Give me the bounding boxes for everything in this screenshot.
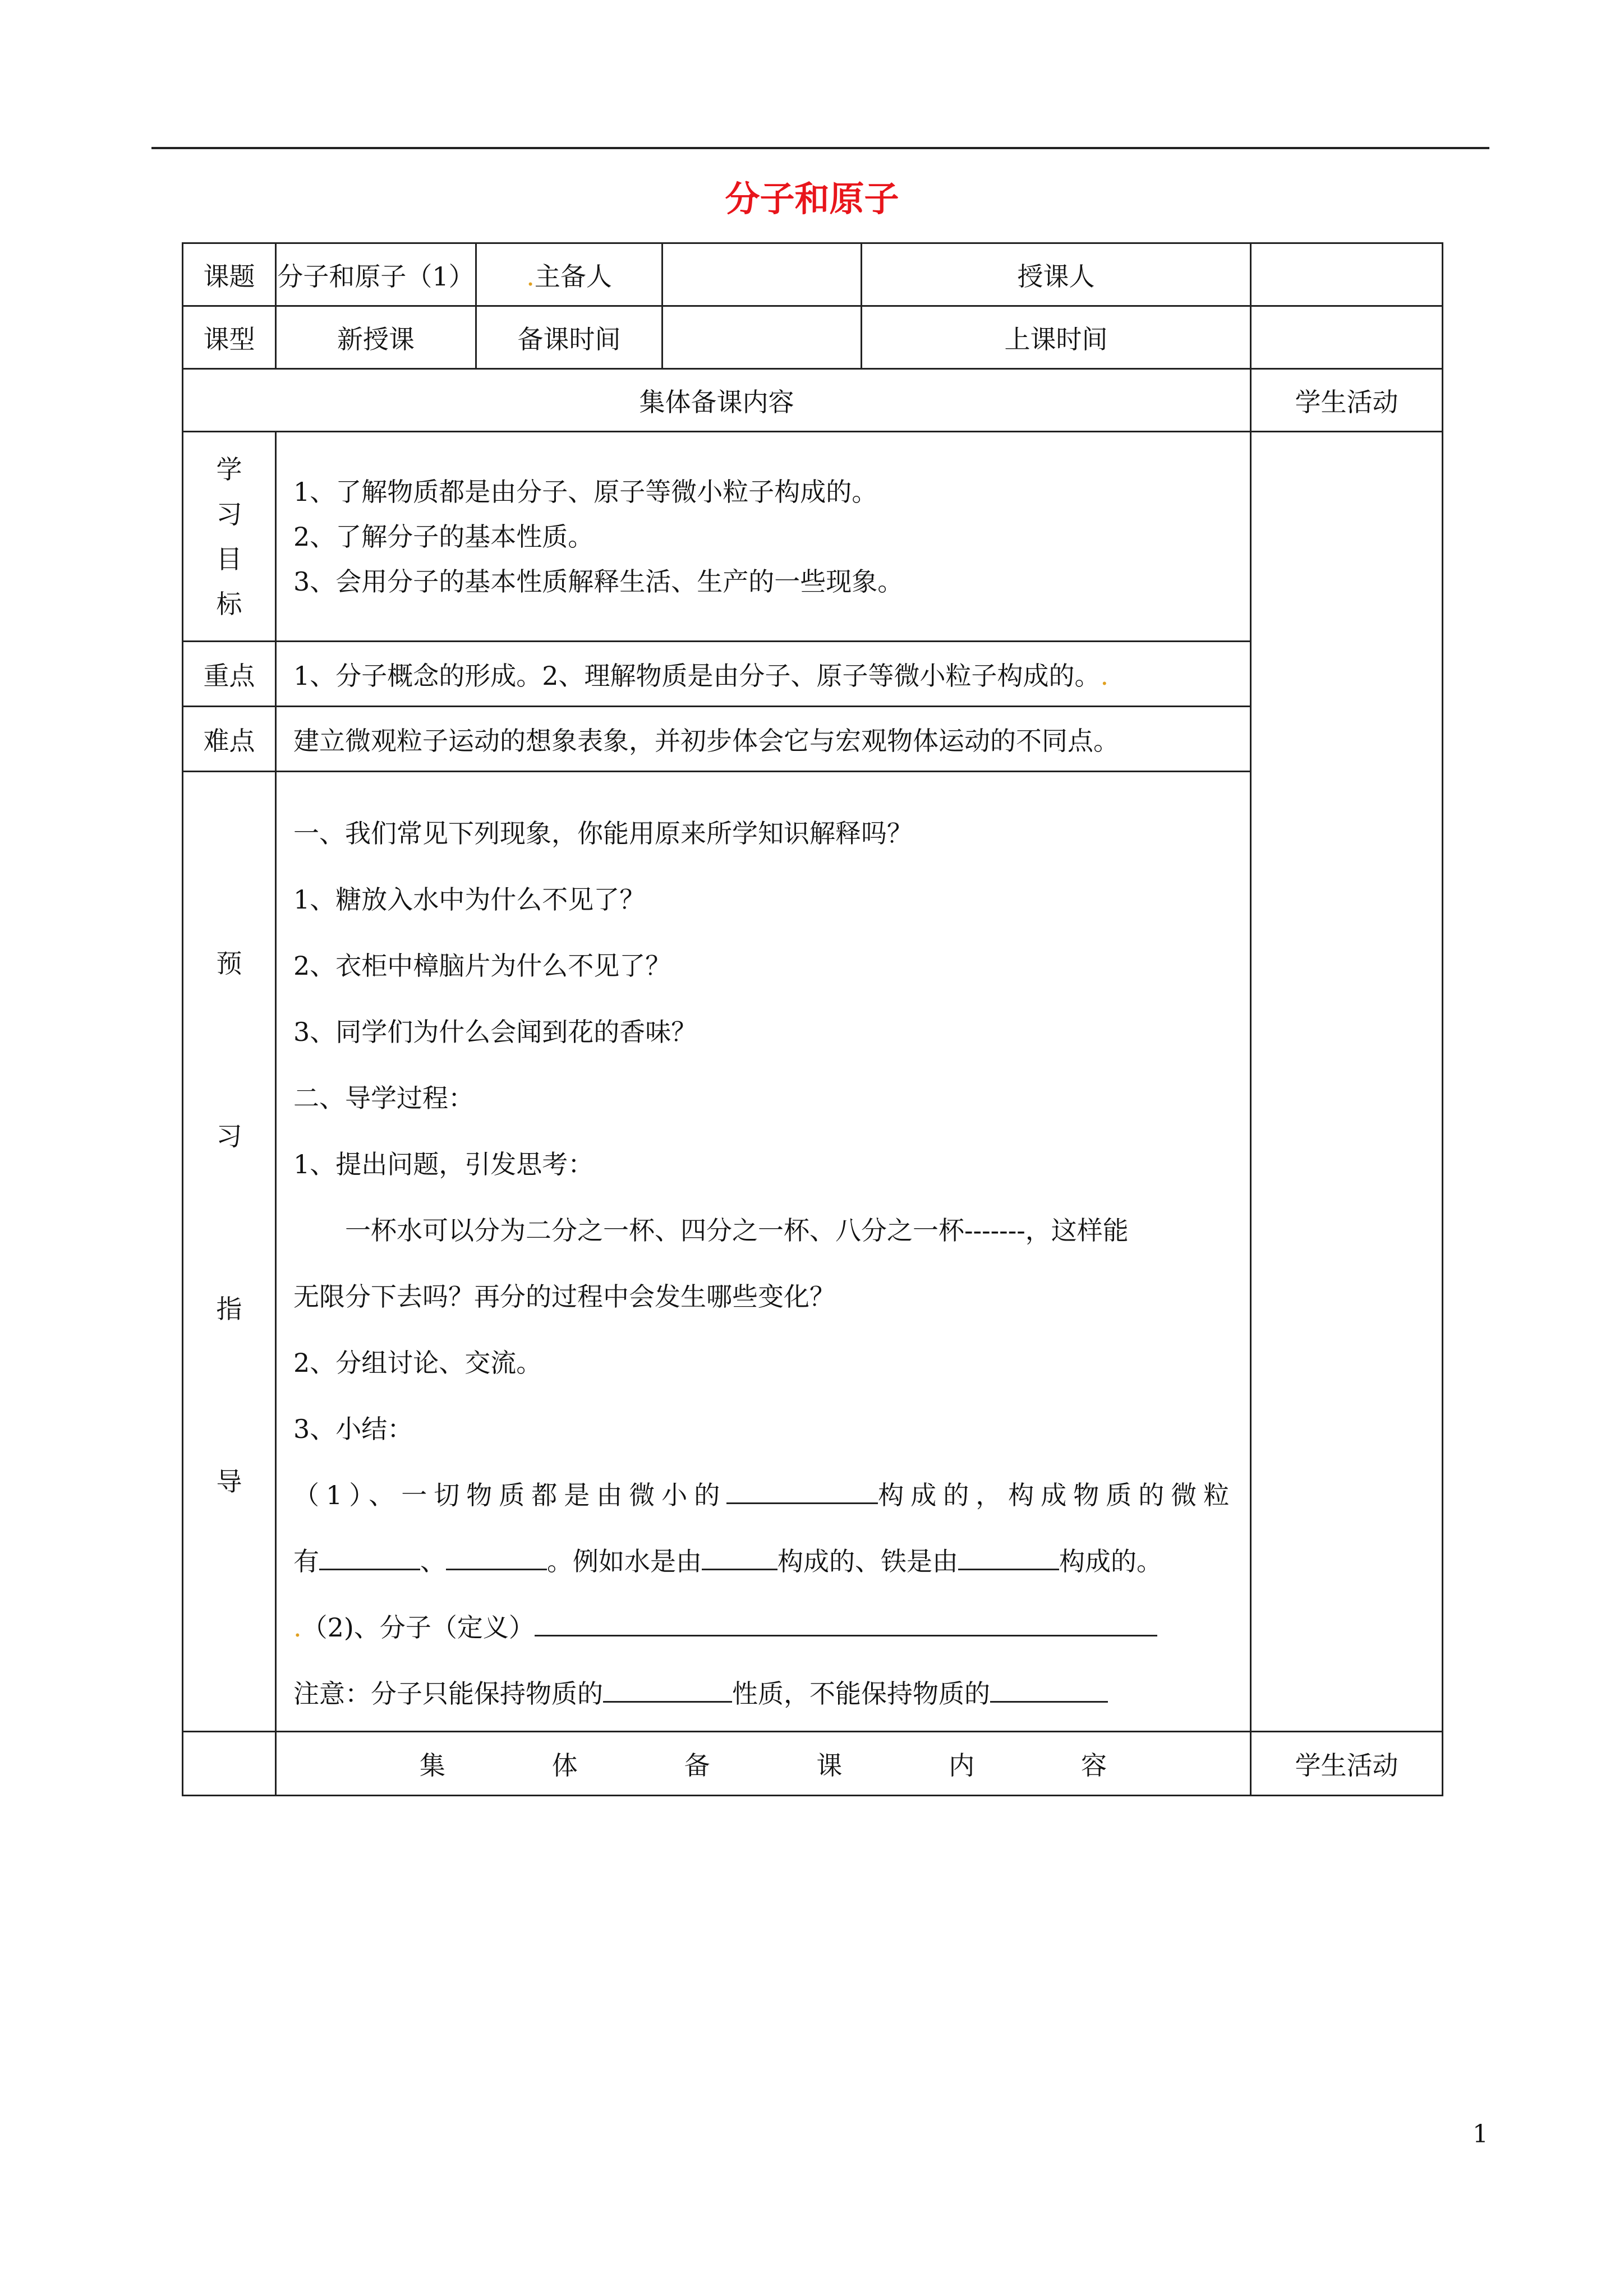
main-preparer-label: .主备人 xyxy=(476,243,663,306)
fill-blank[interactable] xyxy=(958,1544,1059,1570)
fill-blank[interactable] xyxy=(446,1544,547,1570)
question-item: 3、同学们为什么会闻到花的香味？ xyxy=(293,1017,697,1047)
fill-blank[interactable] xyxy=(990,1676,1108,1703)
objectives-content xyxy=(276,432,1251,642)
process-title: 二、导学过程： xyxy=(293,1083,474,1113)
summary-line-2: 有 、 。例如水是由 构成的、铁是由 构成的。 xyxy=(293,1528,1236,1594)
header-rule xyxy=(151,147,1489,149)
teacher-label: 授课人 xyxy=(862,243,1251,306)
key-points-content: 1、分子概念的形成。2、理解物质是由分子、原子等微小粒子构成的。. xyxy=(276,642,1251,707)
fill-blank[interactable] xyxy=(726,1478,878,1504)
question-intro: 一、我们常见下列现象，你能用原来所学知识解释吗？ xyxy=(293,818,913,849)
key-points-label: 重点 xyxy=(183,642,276,707)
info-row-1 xyxy=(183,243,1443,306)
lesson-plan-table xyxy=(182,242,1443,1796)
stray-dot: . xyxy=(526,261,535,292)
prep-time-label: 备课时间 xyxy=(476,306,663,369)
footer-row xyxy=(183,1732,1443,1796)
summary-line-4: 注意：分子只能保持物质的 性质，不能保持物质的 xyxy=(293,1661,1236,1727)
paragraph-line: 一杯水可以分为二分之一杯、四分之一杯、八分之一杯-------，这样能 xyxy=(345,1215,1129,1246)
collective-content-header: 集体备课内容 xyxy=(183,369,1251,432)
step-item: 2、分组讨论、交流。 xyxy=(293,1348,542,1378)
objectives-label: 学 习 目 标 xyxy=(183,432,276,642)
preview-label: 预 习 指 导 xyxy=(183,772,276,1732)
page-number: 1 xyxy=(1473,2120,1488,2149)
topic-value: 分子和原子（1） xyxy=(276,243,476,306)
document-title: 分子和原子 xyxy=(725,178,899,219)
footer-collective-header: 集 体 备 课 内 容 xyxy=(276,1732,1251,1796)
fill-blank[interactable] xyxy=(603,1676,732,1703)
summary-line-1: （1）、一切物质都是由微小的 构成的，构成物质的微粒 xyxy=(293,1462,1236,1528)
step-item: 3、小结： xyxy=(293,1414,413,1444)
question-item: 2、衣柜中樟脑片为什么不见了？ xyxy=(293,951,671,981)
question-item: 1、糖放入水中为什么不见了？ xyxy=(293,884,646,915)
type-value: 新授课 xyxy=(276,306,476,369)
stray-dot: . xyxy=(1100,660,1109,691)
student-activity-header: 学生活动 xyxy=(1251,369,1443,432)
objectives-row xyxy=(183,432,1443,642)
student-activity-cell xyxy=(1251,432,1443,1732)
fill-blank[interactable] xyxy=(319,1544,420,1570)
objective-item: 1、了解物质都是由分子、原子等微小粒子构成的。 xyxy=(293,476,878,507)
main-preparer-value xyxy=(663,243,862,306)
info-row-2 xyxy=(183,306,1443,369)
stray-dot: . xyxy=(293,1612,302,1643)
difficulties-content: 建立微观粒子运动的想象表象，并初步体会它与宏观物体运动的不同点。 xyxy=(276,707,1251,772)
footer-student-activity: 学生活动 xyxy=(1251,1732,1443,1796)
objective-item: 3、会用分子的基本性质解释生活、生产的一些现象。 xyxy=(293,566,904,597)
prep-time-value xyxy=(663,306,862,369)
teacher-value xyxy=(1251,243,1443,306)
paragraph-line: 无限分下去吗？再分的过程中会发生哪些变化？ xyxy=(293,1281,835,1312)
fill-blank[interactable] xyxy=(702,1544,778,1570)
step-item: 1、提出问题，引发思考： xyxy=(293,1149,594,1179)
topic-label: 课题 xyxy=(183,243,276,306)
class-time-value xyxy=(1251,306,1443,369)
preview-content xyxy=(276,772,1251,1732)
footer-empty-cell xyxy=(183,1732,276,1796)
type-label: 课型 xyxy=(183,306,276,369)
objective-item: 2、了解分子的基本性质。 xyxy=(293,521,594,552)
class-time-label: 上课时间 xyxy=(862,306,1251,369)
summary-line-3: .（2)、分子（定义） xyxy=(293,1594,1236,1661)
difficulties-label: 难点 xyxy=(183,707,276,772)
section-header-row xyxy=(183,369,1443,432)
fill-blank[interactable] xyxy=(535,1610,1157,1636)
